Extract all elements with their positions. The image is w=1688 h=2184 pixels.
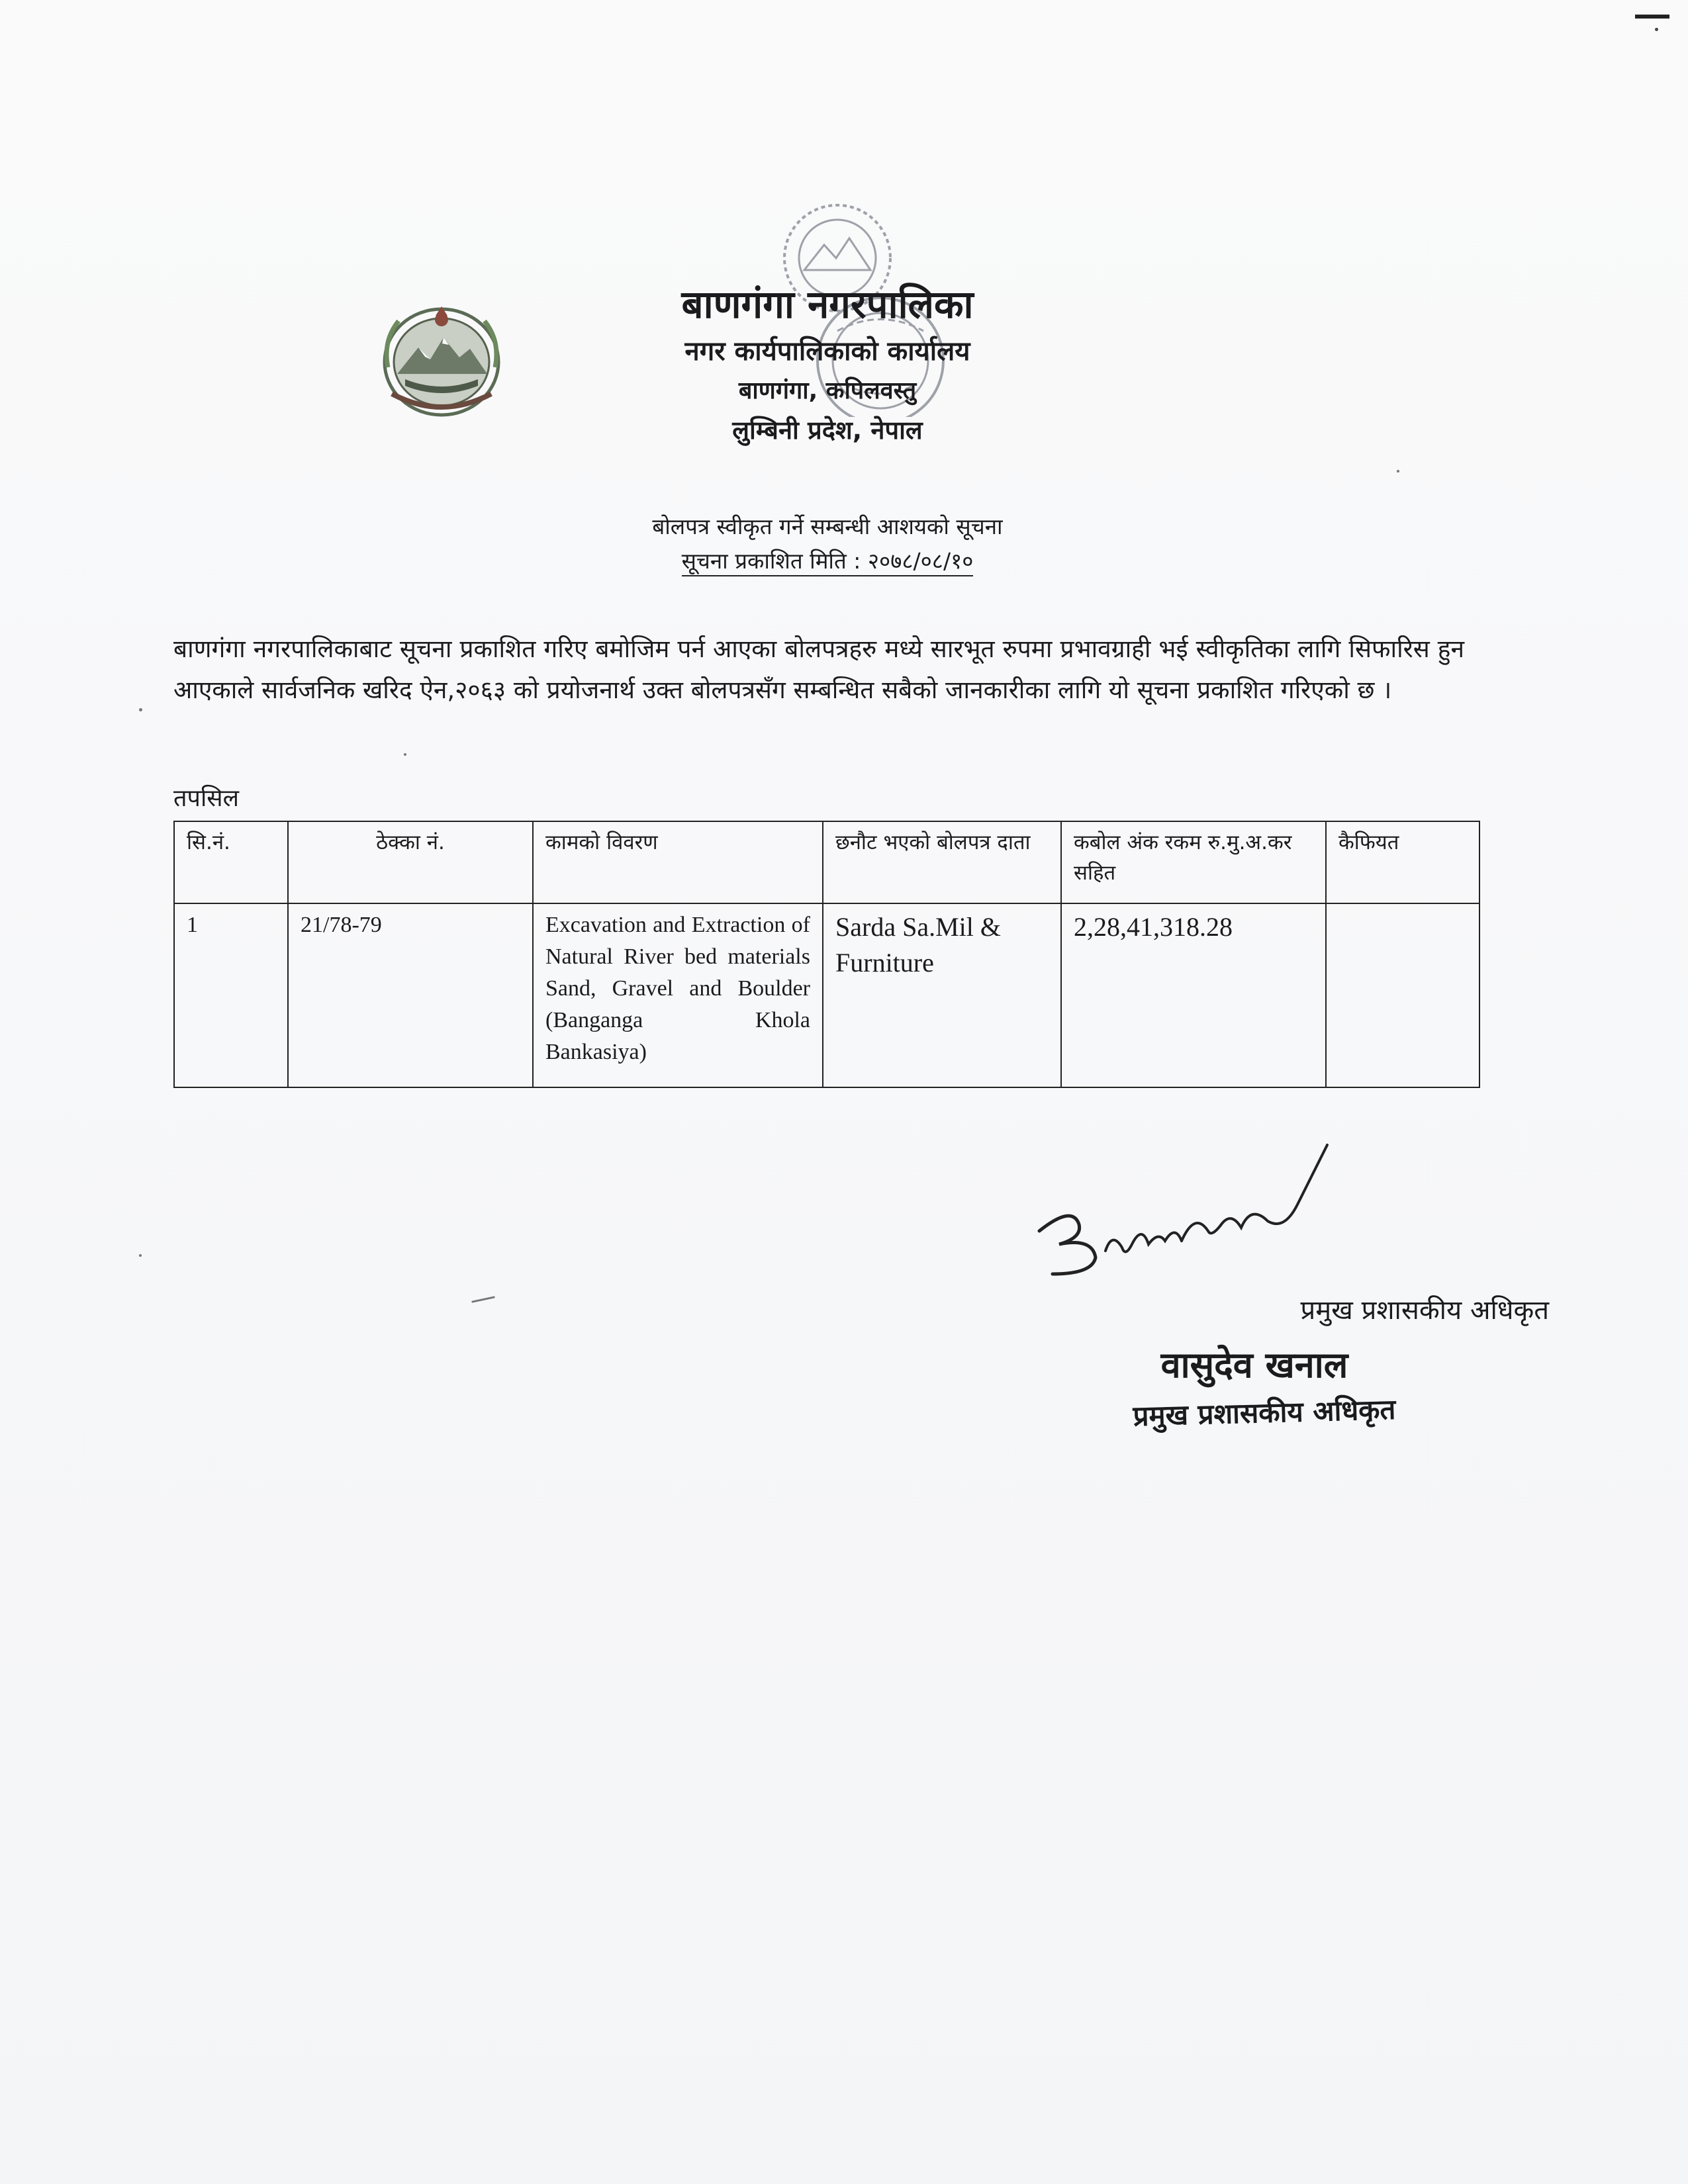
notice-date <box>530 544 1125 578</box>
header-bidder: छनौट भएको बोलपत्र दाता <box>823 821 1061 903</box>
notice-title: बोलपत्र स्वीकृत गर्ने सम्बन्धी आशयको सूचना <box>652 514 1003 539</box>
header-remarks: कैफियत <box>1326 821 1479 903</box>
header-sn: सि.नं. <box>174 821 288 903</box>
signatory-name: वासुदेव खनाल <box>1160 1344 1348 1386</box>
cell-work-description: Excavation and Extraction of Natural River bed materials Sand, Gravel and Boulder (Banganga Khola Bankasiya) <box>533 903 823 1087</box>
header-contract-no: ठेक्का नं. <box>288 821 533 903</box>
office-province: लुम्बिनी प्रदेश, नेपाल <box>732 416 923 445</box>
cell-sn: 1 <box>174 903 288 1087</box>
nepal-emblem-icon <box>379 301 504 420</box>
letterhead <box>530 278 1125 450</box>
schedule-table <box>173 821 1480 1088</box>
scan-corner-mark <box>1635 15 1669 19</box>
office-location: बाणगंगा, कपिलवस्तु <box>738 377 917 404</box>
scan-corner-dot <box>1655 28 1658 31</box>
table-header-row <box>174 821 1479 903</box>
schedule-label: तपसिल <box>173 785 240 812</box>
cell-bidder: Sarda Sa.Mil & Furniture <box>823 903 1061 1087</box>
signatory-stamp-title: प्रमुख प्रशासकीय अधिकृत <box>1132 1392 1396 1433</box>
cell-amount: 2,28,41,318.28 <box>1061 903 1326 1087</box>
header-amount: कबोल अंक रकम रु.मु.अ.कर सहित <box>1061 821 1326 903</box>
office-name: नगर कार्यपालिकाको कार्यालय <box>684 336 970 367</box>
header-work-description: कामको विवरण <box>533 821 823 903</box>
organization-name: बाणगंगा नगरपालिका <box>681 282 974 327</box>
notice-body: बाणगंगा नगरपालिकाबाट सूचना प्रकाशित गरिए बमोजिम पर्न आएका बोलपत्रहरु मध्ये सारभूत रुपमा प्रभावग्राही भई स्वीकृतिका लागि सिफारिस हुन आएकाले सार्वजनिक खरिद ऐन,२०६३ को प्रयोजनार्थ उक्त बोलपत्रसँग सम्बन्धित सबैको जानकारीका लागि यो सूचना प्रकाशित गरिएको छ । <box>173 635 1464 704</box>
cell-contract-no: 21/78-79 <box>288 903 533 1087</box>
signatory-title: प्रमुख प्रशासकीय अधिकृत <box>1300 1295 1549 1326</box>
cell-remarks <box>1326 903 1479 1087</box>
notice-date-text: सूचना प्रकाशित मिति : २०७८/०८/१० <box>682 548 974 576</box>
table-row <box>174 903 1479 1087</box>
handwritten-signature <box>1033 1132 1350 1304</box>
